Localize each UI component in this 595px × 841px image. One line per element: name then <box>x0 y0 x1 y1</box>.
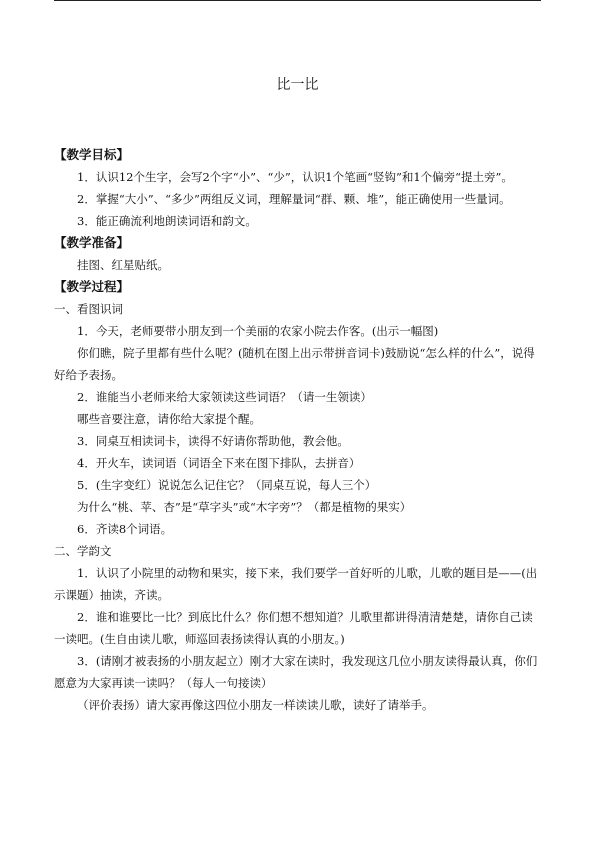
part1-line: 4．开火车，读词语（词语全下来在图下排队，去拼音） <box>77 456 361 470</box>
prep-text: 挂图、红星贴纸。 <box>77 258 169 272</box>
part1-line: 为什么“桃、苹、杏”是“草字头”或“木字旁”？（都是植物的果实） <box>77 500 412 514</box>
part1-line: 你们瞧，院子里都有些什么呢？(随机在图上出示带拼音词卡)鼓励说“怎么样的什么”，说得好给予表扬。 <box>54 346 535 382</box>
goals-heading: 【教学目标】 <box>54 147 130 162</box>
process-heading: 【教学过程】 <box>54 279 130 294</box>
part1-line: 2．谁能当小老师来给大家领读这些词语？（请一生领读） <box>77 390 372 404</box>
part1-line: 哪些音要注意，请你给大家提个醒。 <box>77 412 261 426</box>
top-rule <box>54 0 541 1</box>
page-title: 比一比 <box>276 77 319 93</box>
part1-line: 1．今天，老师要带小朋友到一个美丽的农家小院去作客。(出示一幅图) <box>77 324 439 338</box>
part2-line: （评价表扬）请大家再像这四位小朋友一样读读儿歌，读好了请举手。 <box>77 698 434 712</box>
part1-line: 3．同桌互相读词卡，读得不好请你帮助他，教会他。 <box>77 434 349 448</box>
document-body <box>54 144 541 716</box>
part2-line: 2．谁和谁要比一比？到底比什么？你们想不想知道？儿歌里都讲得清清楚楚，请你自己读一读吧。(生自由读儿歌，师巡回表扬读得认真的小朋友。) <box>54 610 533 646</box>
part2-line: 3．(请刚才被表扬的小朋友起立）刚才大家在读时，我发现这几位小朋友读得最认真，你们愿意为大家再读一读吗？（每人一句接读） <box>54 654 538 690</box>
part1-line: 6．齐读8个词语。 <box>77 522 173 536</box>
part1-title: 一、看图识词 <box>54 302 123 316</box>
part2-title: 二、学韵文 <box>54 544 112 558</box>
goal-item-2: 2．掌握“大小”、“多少”两组反义词，理解量词“群、颗、堆”，能正确使用一些量词。 <box>77 192 511 206</box>
prep-heading: 【教学准备】 <box>54 235 130 250</box>
part1-line: 5．(生字变红）说说怎么记住它？（同桌互说，每人三个） <box>77 478 377 492</box>
goal-item-3: 3．能正确流利地朗读词语和韵文。 <box>77 214 257 228</box>
part2-line: 1．认识了小院里的动物和果实，接下来，我们要学一首好听的儿歌，儿歌的题目是——(出示课题）抽读，齐读。 <box>54 566 538 602</box>
goal-item-1: 1．认识12个生字，会写2个字“小”、“少”，认识1个笔画“竖钩”和1个偏旁“提土旁”。 <box>77 170 513 184</box>
